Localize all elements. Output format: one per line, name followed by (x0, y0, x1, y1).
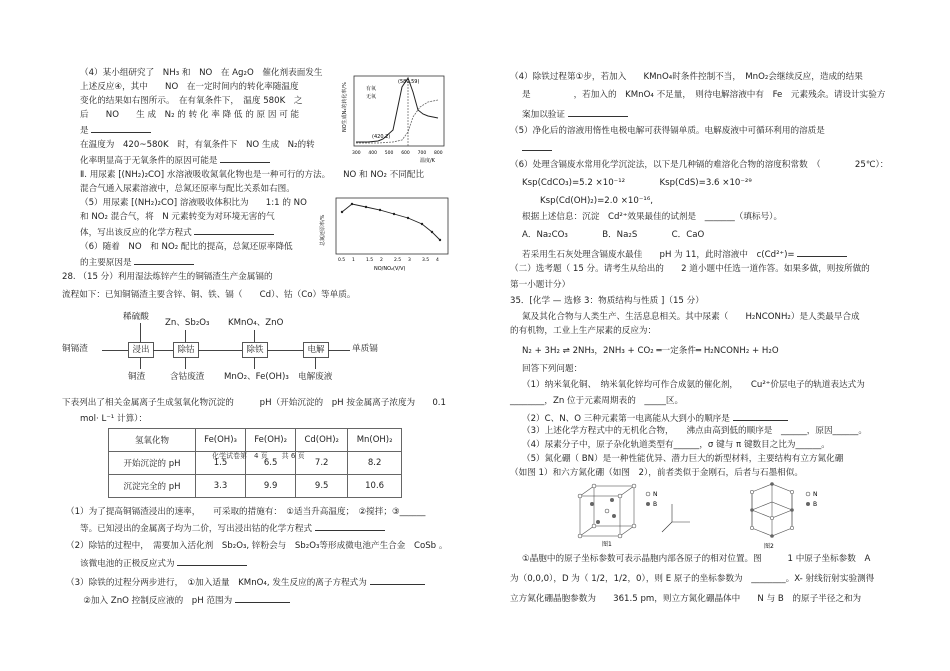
chart1-xtick: 800 (434, 151, 443, 156)
q5-line: 和 NO₂ 混合气，将 N 元素转变为对环境无害的气 (80, 212, 275, 222)
r-optional: （二）选考题（ 15 分。请考生从给出的 2 道小题中任选一道作答。如果多做，则按所做的 (510, 264, 870, 274)
step-leach: 浸出 (128, 342, 154, 358)
r-q6-options: A．Na₂CO₃ B．Na₂S C．CaO (522, 230, 705, 240)
r-q5-blank (522, 142, 552, 155)
q4-line: 是 (80, 124, 151, 137)
q4-line: 上述反应④，其中 NO 在一定时间内的转化率随温度 (80, 82, 299, 92)
q35-line: （如图 1）和六方氮化硼（如图 2），前者类似于金刚石，后者与石墨相似。 (510, 468, 803, 478)
th: Fe(OH)₃ (196, 429, 246, 452)
chart1-xtick: 300 (352, 151, 361, 156)
chart2-xtick: 3 (408, 258, 411, 263)
th: Cd(OH)₂ (296, 429, 348, 452)
chart1-xtick: 500 (384, 151, 394, 156)
r-q4: （4）除铁过程第①步，若加入 KMnO₄时条件控制不当， MnO₂会继续反应，造成的结果 (510, 72, 863, 82)
q35-line: 的有机物，工业上生产尿素的反应为： (510, 326, 657, 336)
cubic-bn-figure (572, 482, 702, 548)
flow-end: 单质镉 (352, 344, 378, 354)
chart1-ylabel: NO生成N₂的转化率/% (342, 82, 348, 132)
q35-equation: N₂ + 3H₂ ⇌ 2NH₃，2NH₃ + CO₂ ═一定条件═ H₂NCONH₂ + H₂O (522, 346, 779, 356)
q28-3b: ②加入 ZnO 控制反应液的 pH 范围为 (66, 594, 290, 607)
q6-line: 的主要原因是 (80, 256, 194, 269)
legend-b: B (653, 501, 658, 508)
q35-title: 35．[化学 — 选修 3：物质结构与性质 ]（15 分） (510, 296, 704, 306)
residue-mno2: MnO₂、Fe(OH)₃ (224, 372, 289, 382)
q28-2: （2）除钴的过程中， 需要加入活化剂 Sb₂O₃, 锌粉会与 Sb₂O₃等形成微电池产生合金 CoSb 。 (66, 541, 448, 551)
hexagonal-bn-figure (742, 480, 852, 550)
row-label: 沉淀完全的 pH (109, 475, 196, 498)
residue-waste: 电解废液 (298, 372, 333, 382)
reagent-acid: 稀硫酸 (123, 312, 149, 322)
r-q5: （5）净化后的溶液用惰性电极电解可获得镉单质。电解废液中可循环利用的溶质是 (510, 126, 825, 136)
q28-1b: 等。已知浸出的金属离子均为二价，写出浸出钴的化学方程式 (80, 522, 385, 535)
q5-line: 体，写出该反应的化学方程式 (80, 226, 274, 239)
q28-2b: 该微电池的正极反应式为 (80, 557, 247, 570)
fig2-caption: 图2 (764, 543, 774, 550)
q35-line: （2）C、N、O 三种元素第一电离能从大到小的顺序是 (522, 412, 788, 425)
table-intro: mol· L⁻¹ 计算）： (80, 414, 148, 424)
q35-line: 氮及其化合物与人类生产、生活息息相关。其中尿素（ H₂NCONH₂）是人类最早合成 (522, 312, 860, 322)
row-label: 开始沉淀的 pH (109, 452, 196, 475)
residue-cobalt: 含钴废渣 (170, 372, 205, 382)
reagent-kmno4: KMnO₄、ZnO (228, 318, 284, 328)
q35-line: （1）纳米氧化铜、 纳米氧化锌均可作合成氨的催化剂， Cu²⁺价层电子的轨道表达式为 (522, 380, 865, 390)
q4-line: 在温度为 420~580K 时，有氧条件下 NO 生成 N₂的转 (80, 140, 315, 150)
chart2-xtick: 1.5 (366, 258, 374, 263)
chart2-xtick: 0.5 (338, 258, 346, 263)
reagent-zn-sb: Zn、Sb₂O₃ (165, 318, 210, 328)
cell: 8.2 (348, 452, 402, 475)
residue-copper: 铜渣 (128, 372, 146, 382)
hydroxide-ph-table (108, 428, 402, 498)
th: Fe(OH)₂ (246, 429, 296, 452)
q28-line: 流程如下：已知铜镉渣主要含锌、铜、铁、镉（ Cd）、钴（Co）等单质。 (62, 290, 356, 300)
chart1-xtick: 400 (368, 151, 377, 156)
chart1-xlabel: 温度/K (420, 158, 435, 164)
q35-line: 回答下列问题： (522, 364, 583, 374)
legend-with-oxygen: 有氧 (366, 86, 377, 92)
annot-420: (420,2) (372, 134, 391, 140)
q6-line: （6）随着 NO 和 NO₂ 配比的提高，总氮还原率降低 (80, 242, 293, 252)
total-nitrogen-chart (314, 194, 456, 274)
page-footer-overlay: 化学试卷第 4 页 共 6 页 (212, 452, 305, 460)
legend-n: N (653, 491, 658, 498)
r-q6: Ksp(Cd(OH)₂)=2.0 ×10⁻¹⁶, (540, 196, 653, 206)
step-cobalt: 除钴 (173, 342, 199, 358)
legend-b-2: B (813, 501, 818, 508)
chart2-xtick: 2 (380, 258, 383, 263)
q4-line: 化率明显高于无氧条件的原因可能是 (80, 154, 270, 167)
q28-line: 28. （15 分）利用湿法炼锌产生的铜镉渣生产金属镉的 (62, 272, 273, 282)
q35-line: （4）尿素分子中，原子杂化轨道类型有______，σ 键与 π 键数目之比为______。 (522, 440, 830, 450)
q28-3: （3）除铁的过程分两步进行， ①加入适量 KMnO₄, 发生反应的离子方程式为 (66, 576, 425, 589)
chart1-xtick: 600 (401, 151, 410, 156)
cell: 3.3 (196, 475, 246, 498)
q28-1: （1）为了提高铜镉渣浸出的速率， 可采取的措施有： ①适当升高温度； ②搅拌；③______ (66, 507, 426, 517)
series-total-nitrogen (342, 204, 440, 240)
annot-580: (580,59) (398, 79, 420, 85)
section-ii-line: Ⅱ. 用尿素 [(NH₂)₂CO] 水溶液吸收氮氧化物也是一种可行的方法。 NO 和 NO₂ 不同配比 (80, 170, 425, 180)
r-q6: 若采用生石灰处理含镉废水最佳 pH 为 11，此时溶液中 c(Cd²⁺)= (522, 248, 847, 261)
q5-line: （5）用尿素 [(NH₂)₂CO] 溶液吸收体积比为 1:1 的 NO (80, 198, 307, 208)
chart2-xtick: 2.5 (394, 258, 402, 263)
chart2-ylabel: 总氮还原率/% (320, 214, 326, 246)
cell: 1.5 (196, 452, 246, 475)
r-q6: 根据上述信息：沉淀 Cd²⁺效果最佳的试剂是 _______（填标号）。 (522, 212, 783, 222)
q4-line: 后 NO 生 成 N₂ 的 转 化 率 降 低 的 原 因 可 能 (80, 110, 300, 120)
legend-n-2: N (813, 491, 818, 498)
r-q6: （6）处理含镉废水常用化学沉淀法，以下是几种镉的难溶化合物的溶度积常数 （ 25℃）： (510, 160, 889, 170)
section-ii-line: 混合气通入尿素溶液中，总氮还原率与配比关系如右图。 (80, 184, 295, 194)
cell: 10.6 (348, 475, 402, 498)
chart2-xlabel: NO/NO₂(V/V) (374, 266, 406, 272)
tail-line: 立方氮化硼晶胞参数为 361.5 pm，则立方氮化硼晶体中 N 与 B 的原子半径之和为 (510, 594, 862, 604)
r-q6: Ksp(CdCO₃)=5.2 ×10⁻¹² Ksp(CdS)=3.6 ×10⁻²⁹ (522, 178, 752, 188)
flow-start: 铜镉渣 (62, 344, 88, 354)
fig1-caption: 图1 (602, 541, 612, 548)
cell: 7.2 (296, 452, 348, 475)
series-no-oxygen (356, 100, 438, 143)
cell: 9.5 (296, 475, 348, 498)
r-q4: 是 ，若加入的 KMnO₄ 不足量， 则待电解溶液中有 Fe 元素残余。请设计实验方 (522, 90, 886, 100)
tail-line: 为（0,0,0），D 为（ 1/2，1/2，0），则 E 原子的坐标参数为 ________。X- 射线衍射实验测得 (510, 574, 875, 584)
q4-line: （4）某小组研究了 NH₃ 和 NO 在 Ag₂O 催化剂表面发生 (80, 68, 323, 78)
step-iron: 除铁 (242, 342, 268, 358)
r-q4: 案加以验证 (522, 108, 628, 121)
cell: 6.5 (246, 452, 296, 475)
q35-line: （3）上述化学方程式中的无机化合物， 沸点由高到低的顺序是 ______，原因______。 (522, 426, 867, 436)
chart1-xtick: 700 (417, 151, 427, 156)
q4-line: 变化的结果如右图所示。 在有氧条件下， 温度 580K 之 (80, 96, 303, 106)
chart2-xtick: 4 (436, 258, 439, 263)
chart2-xtick: 1 (352, 258, 355, 263)
chart2-xtick: 3.5 (422, 258, 430, 263)
no-conversion-chart (338, 72, 450, 164)
table-intro: 下表列出了相关金属离子生成氢氧化物沉淀的 pH（开始沉淀的 pH 按金属离子浓度为 0.1 (62, 398, 446, 408)
r-optional: 第一小题计分） (510, 280, 571, 290)
tail-line: ①晶胞中的原子坐标参数可表示晶胞内部各原子的相对位置。图 1 中原子坐标参数 A (522, 554, 871, 564)
legend-no-oxygen: 无氧 (366, 94, 377, 100)
q35-line: ________，Zn 位于元素周期表的 _____区。 (510, 396, 684, 406)
th: 氢氧化物 (109, 429, 196, 452)
cell: 9.9 (246, 475, 296, 498)
th: Mn(OH)₂ (348, 429, 402, 452)
step-electrolysis: 电解 (303, 342, 329, 358)
q35-line: （5）氮化硼（ BN）是一种性能优异、潜力巨大的新型材料，主要结构有立方氮化硼 (522, 454, 844, 464)
